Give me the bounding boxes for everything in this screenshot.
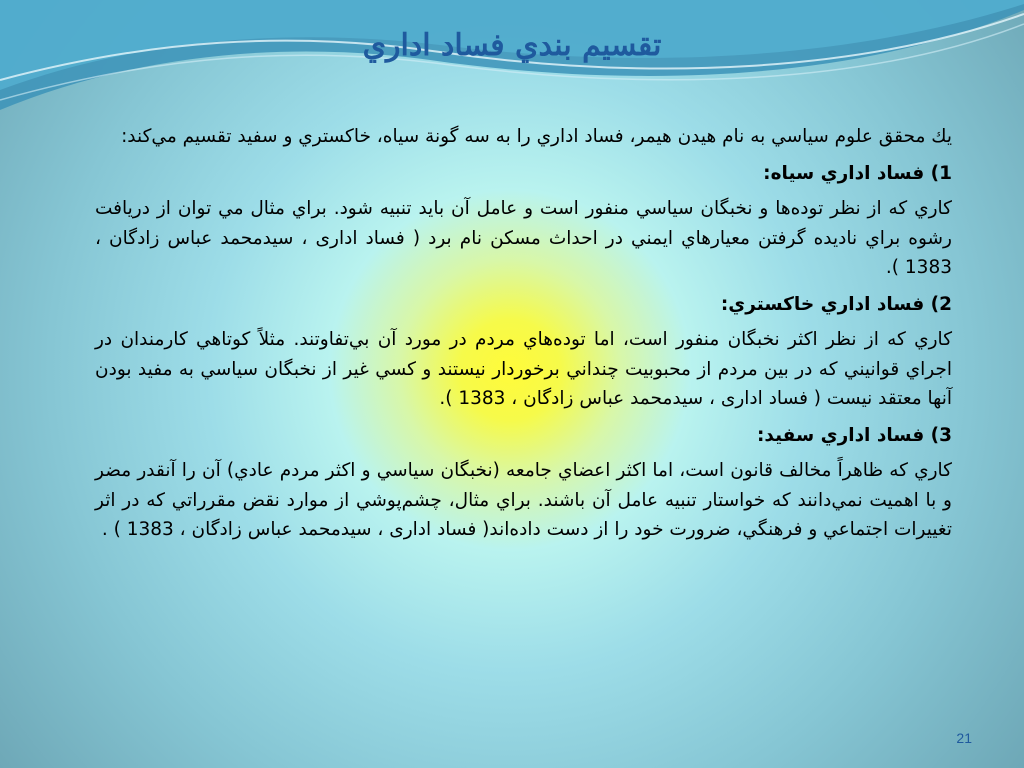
section-body-white: كاري كه ظاهراً مخالف قانون است، اما اكثر اعضاي جامعه (نخبگان سياسي و اكثر مردم عادي) آن را آنقدر مضر و با اهميت نمي‌دانند كه خواستار تنبيه عامل آن باشند. براي مثال، چشم‌پوشي از موارد نقض مقرراتي كه در اثر تغييرات اجتماعي و فرهنگي، ضرورت خود را از دست داده‌اند( فساد اداری ، سيدمحمد عباس زادگان ، 1383 ) . bbox=[95, 460, 952, 540]
section-heading-white: 3) فساد اداري سفيد: bbox=[757, 424, 952, 446]
section-body-black: كاري كه از نظر توده‌ها و نخبگان سياسي منفور است و عامل آن بايد تنبيه شود. براي مثال مي توان از دريافت رشوه براي ناديده گرفتن معيارهاي ايمني در احداث مسكن نام برد ( فساد اداری ، سيدمحمد عباس زادگان ، 1383 ). bbox=[95, 198, 952, 278]
section-body-gray: كاري كه از نظر اكثر نخبگان منفور است، اما توده‌هاي مردم در مورد آن بي‌تفاوتند. مثلاً كوتاهي كارمندان در اجراي قوانيني كه در بين مردم از محبوبيت چنداني برخوردار نيستند و كسي غير از نخبگان سياسي به مفيد بودن آنها معتقد نيست ( فساد اداری ، سيدمحمد عباس زادگان ، 1383 ). bbox=[95, 329, 952, 409]
section-heading-black: 1) فساد اداري سياه: bbox=[763, 162, 952, 184]
slide-content bbox=[95, 122, 952, 552]
section-heading-gray: 2) فساد اداري خاكستري: bbox=[720, 293, 952, 315]
intro-paragraph: يك محقق علوم سياسي به نام هيدن هيمر، فساد اداري را به سه گونة سياه، خاكستري و سفيد تقسيم مي‌كند: bbox=[121, 126, 952, 147]
slide-number: 21 bbox=[956, 730, 972, 746]
slide-title: تقسيم بندي فساد اداري bbox=[362, 28, 662, 63]
header-wave-decoration bbox=[0, 0, 1024, 130]
